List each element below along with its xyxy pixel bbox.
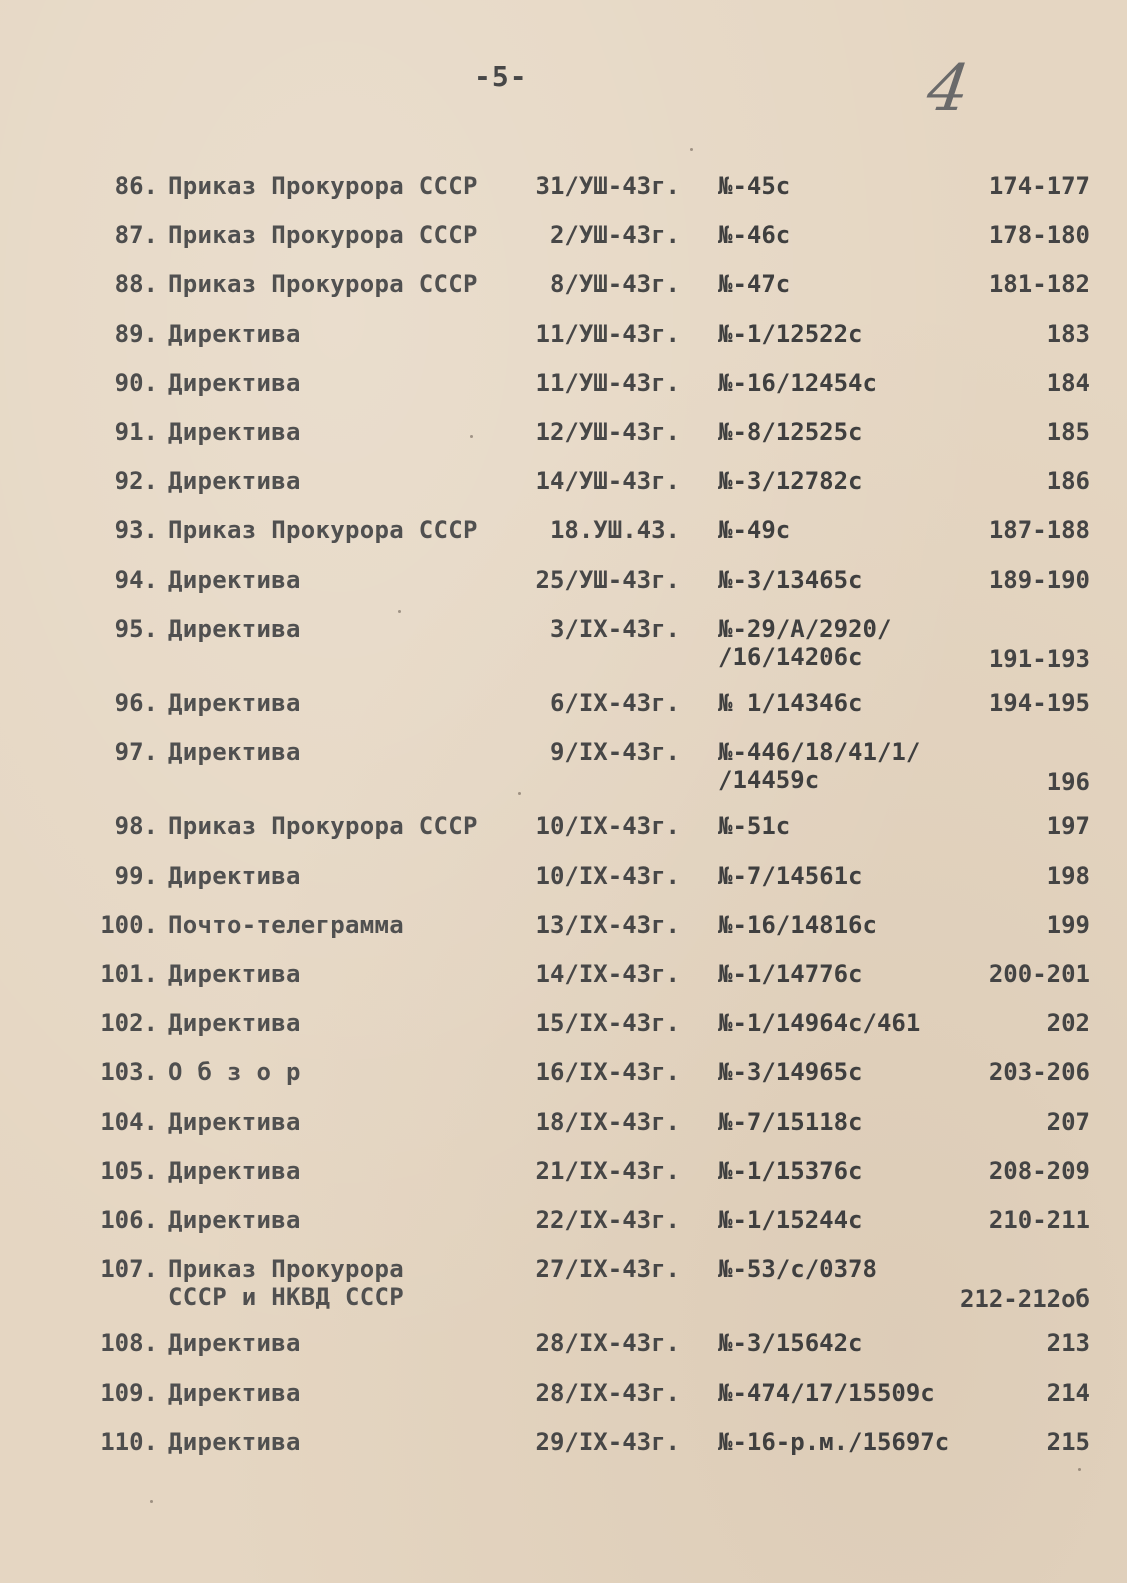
entry-title: Приказ Прокурора СССР — [168, 516, 478, 544]
entry-reference: №-1/15244с — [718, 1206, 863, 1234]
entry-number: 97. — [114, 738, 158, 766]
table-row — [0, 862, 1127, 906]
entry-pages: 207 — [1046, 1108, 1090, 1136]
entry-date: 28/IX-43г. — [535, 1329, 680, 1357]
entry-title: Директива — [168, 418, 301, 446]
entry-title: Приказ Прокурора СССР — [168, 270, 478, 298]
entry-title: Директива — [168, 862, 301, 890]
paper-speck — [690, 148, 693, 151]
entry-number: 86. — [114, 172, 158, 200]
table-row — [0, 270, 1127, 314]
entry-number: 90. — [114, 369, 158, 397]
entry-number: 94. — [114, 566, 158, 594]
entry-date: 10/IX-43г. — [535, 862, 680, 890]
entry-number: 96. — [114, 689, 158, 717]
entry-title: Директива — [168, 615, 301, 643]
entry-date: 16/IX-43г. — [535, 1058, 680, 1086]
table-row — [0, 418, 1127, 462]
table-row — [0, 172, 1127, 216]
entry-number: 103. — [100, 1058, 158, 1086]
entry-title: Директива — [168, 689, 301, 717]
table-row — [0, 566, 1127, 610]
entry-title: Приказ Прокурора СССР — [168, 172, 478, 200]
entry-pages: 208-209 — [988, 1157, 1090, 1185]
entry-date: 3/IX-43г. — [549, 615, 680, 643]
entry-number: 105. — [100, 1157, 158, 1185]
entry-date: 21/IX-43г. — [535, 1157, 680, 1185]
entry-date: 11/УШ-43г. — [535, 320, 680, 348]
table-row — [0, 516, 1127, 560]
entry-title: О б з о р — [168, 1058, 301, 1086]
table-row — [0, 911, 1127, 955]
entry-number: 106. — [100, 1206, 158, 1234]
entry-number: 88. — [114, 270, 158, 298]
entry-pages: 187-188 — [988, 516, 1090, 544]
entry-number: 109. — [100, 1379, 158, 1407]
entry-number: 100. — [100, 911, 158, 939]
entry-reference: №-7/14561с — [718, 862, 863, 890]
entry-date: 27/IX-43г. — [535, 1255, 680, 1283]
table-row — [0, 1108, 1127, 1152]
entry-date: 9/IX-43г. — [549, 738, 680, 766]
entry-number: 98. — [114, 812, 158, 840]
entry-number: 93. — [114, 516, 158, 544]
entry-pages: 191-193 — [988, 645, 1090, 673]
table-row — [0, 689, 1127, 733]
entry-pages: 196 — [1046, 768, 1090, 796]
paper-speck — [1078, 1468, 1081, 1471]
entry-reference: № 1/14346с — [718, 689, 863, 717]
entry-reference: №-8/12525с — [718, 418, 863, 446]
entry-reference: №-49с — [718, 516, 791, 544]
entry-number: 91. — [114, 418, 158, 446]
entry-title: Директива — [168, 1379, 301, 1407]
entry-title: Директива — [168, 960, 301, 988]
entry-number: 95. — [114, 615, 158, 643]
entry-title: Директива — [168, 1157, 301, 1185]
table-row — [0, 738, 1127, 812]
entry-title: Директива — [168, 738, 301, 766]
entry-title: Приказ Прокурора СССР и НКВД СССР — [168, 1255, 404, 1311]
entry-pages: 181-182 — [988, 270, 1090, 298]
entry-reference: №-7/15118с — [718, 1108, 863, 1136]
entry-pages: 200-201 — [988, 960, 1090, 988]
entry-reference: №-474/17/15509с — [718, 1379, 935, 1407]
entry-date: 11/УШ-43г. — [535, 369, 680, 397]
entry-title: Директива — [168, 320, 301, 348]
entry-date: 15/IX-43г. — [535, 1009, 680, 1037]
entry-pages: 185 — [1046, 418, 1090, 446]
table-row — [0, 369, 1127, 413]
table-row — [0, 1255, 1127, 1329]
entry-number: 101. — [100, 960, 158, 988]
entry-reference: №-1/12522с — [718, 320, 863, 348]
table-row — [0, 812, 1127, 856]
entry-number: 89. — [114, 320, 158, 348]
table-row — [0, 1379, 1127, 1423]
table-row — [0, 1058, 1127, 1102]
entry-date: 31/УШ-43г. — [535, 172, 680, 200]
entry-number: 92. — [114, 467, 158, 495]
entry-date: 13/IX-43г. — [535, 911, 680, 939]
entry-number: 104. — [100, 1108, 158, 1136]
entry-reference: №-1/15376с — [718, 1157, 863, 1185]
handwritten-folio-mark: 4 — [922, 52, 974, 126]
table-row — [0, 1329, 1127, 1373]
entry-number: 110. — [100, 1428, 158, 1456]
entry-date: 8/УШ-43г. — [549, 270, 680, 298]
entry-pages: 214 — [1046, 1379, 1090, 1407]
paper-speck — [518, 792, 521, 795]
entry-date: 12/УШ-43г. — [535, 418, 680, 446]
entry-pages: 184 — [1046, 369, 1090, 397]
entry-pages: 197 — [1046, 812, 1090, 840]
entry-reference: №-16/14816с — [718, 911, 877, 939]
entry-reference: №-16/12454с — [718, 369, 877, 397]
entry-date: 2/УШ-43г. — [549, 221, 680, 249]
table-row — [0, 467, 1127, 511]
entry-reference: №-3/15642с — [718, 1329, 863, 1357]
entry-date: 18/IX-43г. — [535, 1108, 680, 1136]
entry-reference: №-3/12782с — [718, 467, 863, 495]
entry-number: 108. — [100, 1329, 158, 1357]
entry-pages: 213 — [1046, 1329, 1090, 1357]
entry-date: 25/УШ-43г. — [535, 566, 680, 594]
entry-pages: 178-180 — [988, 221, 1090, 249]
entry-title: Почто-телеграмма — [168, 911, 404, 939]
page-number: -5- — [474, 60, 528, 93]
entry-reference: №-3/14965с — [718, 1058, 863, 1086]
entry-reference: №-16-р.м./15697с — [718, 1428, 950, 1456]
entry-date: 10/IX-43г. — [535, 812, 680, 840]
entry-pages: 202 — [1046, 1009, 1090, 1037]
entry-title: Директива — [168, 467, 301, 495]
entry-date: 18.УШ.43. — [549, 516, 680, 544]
entry-title: Приказ Прокурора СССР — [168, 812, 478, 840]
entry-reference: №-45с — [718, 172, 791, 200]
entry-reference: №-29/А/2920/ /16/14206с — [718, 615, 892, 671]
entry-reference: №-46с — [718, 221, 791, 249]
paper-speck — [150, 1500, 153, 1503]
entry-title: Директива — [168, 1009, 301, 1037]
entry-pages: 174-177 — [988, 172, 1090, 200]
entry-reference: №-1/14776с — [718, 960, 863, 988]
entry-number: 87. — [114, 221, 158, 249]
entry-pages: 203-206 — [988, 1058, 1090, 1086]
entry-reference: №-1/14964с/461 — [718, 1009, 921, 1037]
entry-number: 102. — [100, 1009, 158, 1037]
entry-reference: №-47с — [718, 270, 791, 298]
entry-number: 107. — [100, 1255, 158, 1283]
table-row — [0, 1157, 1127, 1201]
entry-title: Директива — [168, 1428, 301, 1456]
entry-pages: 189-190 — [988, 566, 1090, 594]
entry-title: Директива — [168, 1206, 301, 1234]
entry-pages: 198 — [1046, 862, 1090, 890]
entry-pages: 194-195 — [988, 689, 1090, 717]
entry-title: Директива — [168, 566, 301, 594]
entry-pages: 212-212об — [959, 1285, 1090, 1313]
entry-number: 99. — [114, 862, 158, 890]
entry-reference: №-53/с/0378 — [718, 1255, 877, 1283]
entry-title: Директива — [168, 1329, 301, 1357]
table-row — [0, 221, 1127, 265]
entry-reference: №-446/18/41/1/ /14459с — [718, 738, 921, 794]
table-row — [0, 320, 1127, 364]
entry-reference: №-51с — [718, 812, 791, 840]
entry-title: Директива — [168, 1108, 301, 1136]
entry-pages: 199 — [1046, 911, 1090, 939]
paper-speck — [398, 610, 401, 613]
table-row — [0, 1009, 1127, 1053]
entry-reference: №-3/13465с — [718, 566, 863, 594]
entry-title: Директива — [168, 369, 301, 397]
table-row — [0, 615, 1127, 689]
paper-speck — [470, 435, 473, 438]
entry-date: 22/IX-43г. — [535, 1206, 680, 1234]
table-row — [0, 1428, 1127, 1472]
entry-pages: 210-211 — [988, 1206, 1090, 1234]
entry-date: 14/IX-43г. — [535, 960, 680, 988]
entry-date: 6/IX-43г. — [549, 689, 680, 717]
entry-date: 14/УШ-43г. — [535, 467, 680, 495]
entry-date: 28/IX-43г. — [535, 1379, 680, 1407]
table-row — [0, 1206, 1127, 1250]
entry-title: Приказ Прокурора СССР — [168, 221, 478, 249]
table-row — [0, 960, 1127, 1004]
entry-pages: 215 — [1046, 1428, 1090, 1456]
entry-pages: 183 — [1046, 320, 1090, 348]
entry-date: 29/IX-43г. — [535, 1428, 680, 1456]
entry-pages: 186 — [1046, 467, 1090, 495]
